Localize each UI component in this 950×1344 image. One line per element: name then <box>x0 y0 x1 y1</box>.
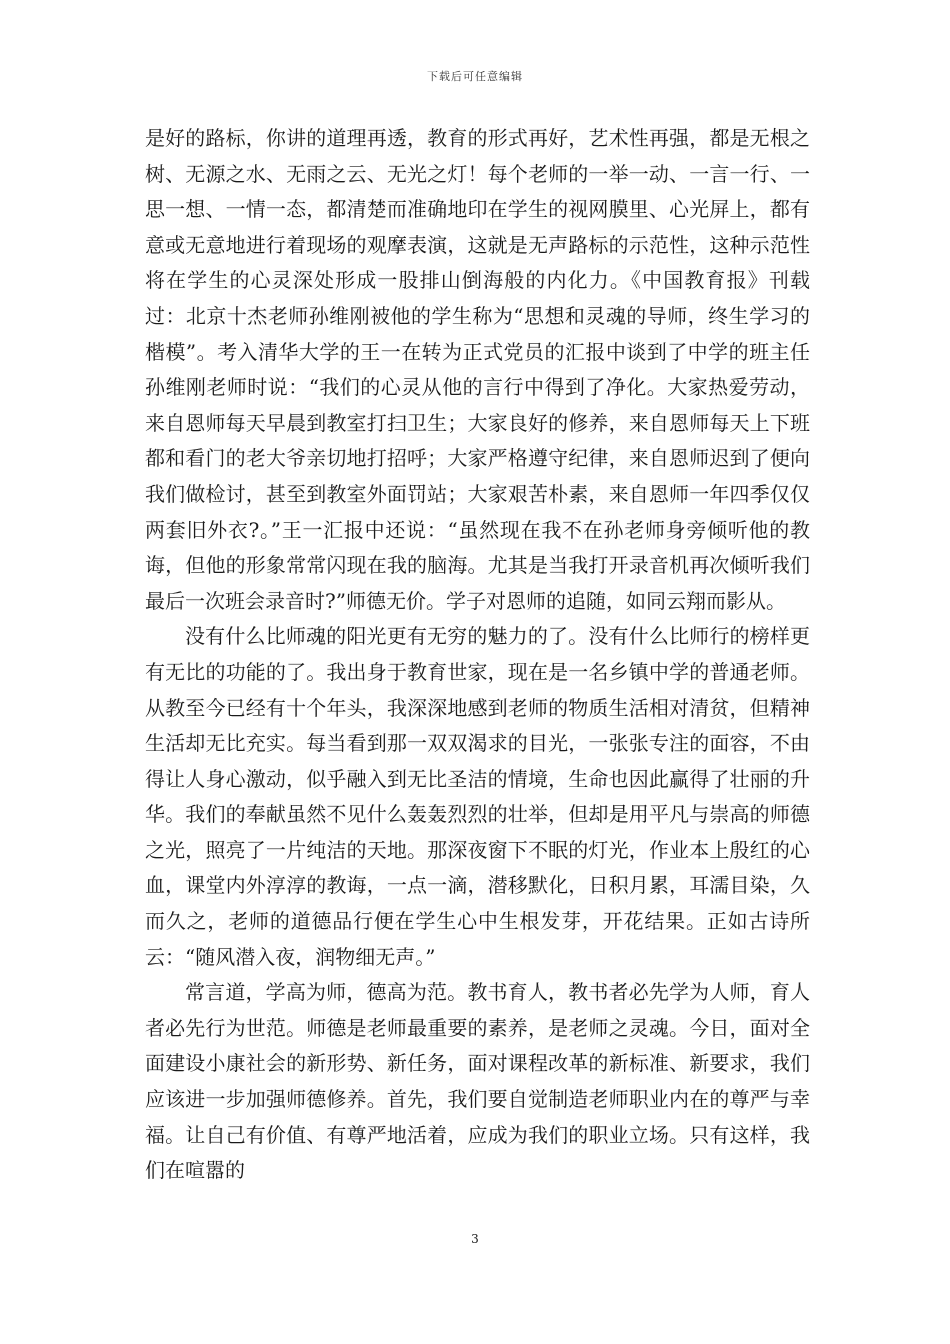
paragraph-3: 常言道，学高为师，德高为范。教书育人，教书者必先学为人师，育人者必先行为世范。师德是老师最重要的素养，是老师之灵魂。今日，面对全面建设小康社会的新形势、新任务，面对课程改革的新标准、新要求，我们应该进一步加强师德修养。首先，我们要自觉制造老师职业内在的尊严与幸福。让自己有价值、有尊严地活着，应成为我们的职业立场。只有这样，我们在喧嚣的 <box>145 980 810 1183</box>
page-number: 3 <box>471 1232 479 1246</box>
page-header: 下载后可任意编辑 <box>427 70 523 83</box>
paragraph-2: 没有什么比师魂的阳光更有无穷的魅力的了。没有什么比师行的榜样更有无比的功能的了。我出身于教育世家，现在是一名乡镇中学的普通老师。从教至今已经有十个年头，我深深地感到老师的物质生活相对清贫，但精神生活却无比充实。每当看到那一双双渴求的目光，一张张专注的面容，不由得让人身心激动，似乎融入到无比圣洁的情境，生命也因此赢得了壮丽的升华。我们的奉献虽然不见什么轰轰烈烈的壮举，但却是用平凡与崇高的师德之光，照亮了一片纯洁的天地。那深夜窗下不眠的灯光，作业本上殷红的心血，课堂内外淳淳的教诲，一点一滴，潜移默化，日积月累，耳濡目染，久而久之，老师的道德品行便在学生心中生根发芽，开花结果。正如古诗所云：“随风潜入夜，润物细无声。” <box>145 624 810 969</box>
document-body <box>145 121 810 1189</box>
paragraph-1: 是好的路标，你讲的道理再透，教育的形式再好，艺术性再强，都是无根之树、无源之水、无雨之云、无光之灯！每个老师的一举一动、一言一行、一思一想、一情一态，都清楚而准确地印在学生的视网膜里、心光屏上，都有意或无意地进行着现场的观摩表演，这就是无声路标的示范性，这种示范性将在学生的心灵深处形成一股排山倒海般的内化力。《中国教育报》刊载过：北京十杰老师孙维刚被他的学生称为“思想和灵魂的导师，终生学习的楷模”。考入清华大学的王一在转为正式党员的汇报中谈到了中学的班主任孙维刚老师时说：“我们的心灵从他的言行中得到了净化。大家热爱劳动，来自恩师每天早晨到教室打扫卫生；大家良好的修养，来自恩师每天上下班都和看门的老大爷亲切地打招呼；大家严格遵守纪律，来自恩师迟到了便向我们做检讨，甚至到教室外面罚站；大家艰苦朴素，来自恩师一年四季仅仅两套旧外衣?。”王一汇报中还说：“虽然现在我不在孙老师身旁倾听他的教诲，但他的形象常常闪现在我的脑海。尤其是当我打开录音机再次倾听我们最后一次班会录音时?”师德无价。学子对恩师的追随，如同云翔而影从。 <box>145 126 810 613</box>
